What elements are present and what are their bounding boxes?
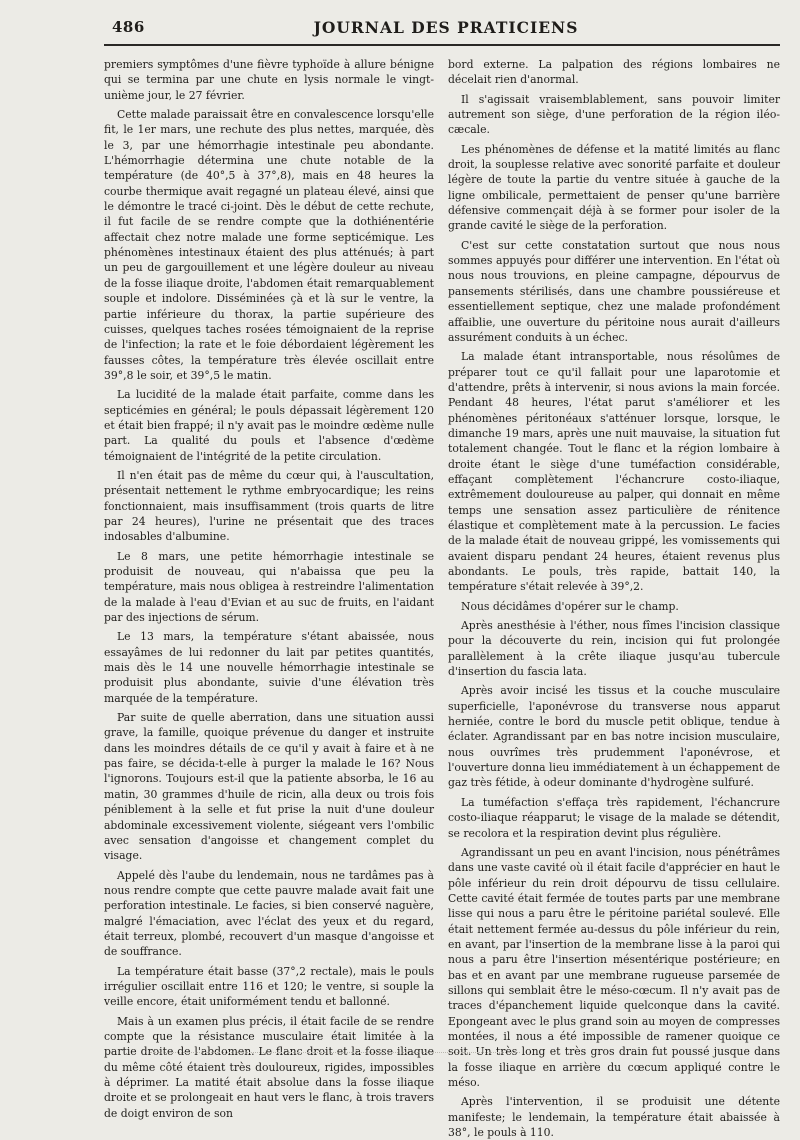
paragraph: Il n'en était pas de même du cœur qui, à l'auscultation, présentait nettement le rythme embryocardique; les reins fonctionnaient, mais insuffisamment (trois quarts de litre par 24 heures), l'urine ne présentait que des traces indosables d'albumine. <box>104 468 434 544</box>
paragraph: Le 13 mars, la température s'étant abaissée, nous essayâmes de lui redonner du lait par petites quantités, mais dès le 14 une nouvelle hémorrhagie intestinale se produisit plus abondante, suivie d'une élévation très marquée de la température. <box>104 630 434 705</box>
paragraph: La lucidité de la malade était parfaite, comme dans les septicémies en général; le pouls dépassait légèrement 120 et était bien frappé; il n'y avait pas le moindre œdème nulle part. La qualité du pouls et l'absence d'œdème témoignaient de l'intégrité de la petite circulation. <box>104 388 434 463</box>
paragraph: La température était basse (37°,2 rectale), mais le pouls irrégulier oscillait entre 116 et 120; le ventre, si souple la veille encore, était uniformément tendu et ballonné. <box>104 964 434 1009</box>
footer-bleedthrough <box>150 1052 520 1053</box>
right-column <box>448 57 780 1140</box>
header-rule <box>104 44 780 46</box>
paragraph: Agrandissant un peu en avant l'incision, nous pénétrâmes dans une vaste cavité où il était facile d'apprécier en haut le pôle inférieur du rein droit dépourvu de tissu cellulaire. Cette cavité était fermée de toutes parts par une membrane lisse qui nous a paru être le péritoine pariétal soulevé. Elle était nettement fermée au-dessus du pôle inférieur du rein, en avant, par l'insertion de la membrane lisse à la paroi qui nous a paru être l'insertion mésentérique postérieure; en bas et en avant par une membrane rugueuse parsemée de sillons qui semblait être le méso-cœcum. Il n'y avait pas de traces d'épanchement liquide quelconque dans la cavité. Epongeant avec le plus grand soin au moyen de compresses montées, il nous a été impossible de ramener quoique ce soit. Un très long et très gros drain fut poussé jusque dans la fosse iliaque en arrière du cœcum appliqué contre le méso. <box>448 845 780 1089</box>
paragraph: C'est sur cette constatation surtout que nous nous sommes appuyés pour différer une intervention. En l'état où nous nous trouvions, en pleine campagne, dépourvus de pansements stérilisés, dans une chambre poussiéreuse et essentiellement septique, chez une malade profondément affaiblie, une ouverture du péritoine nous aurait d'ailleurs assurément conduits à un échec. <box>448 238 780 344</box>
paragraph: Après avoir incisé les tissus et la couche musculaire superficielle, l'aponévrose du transverse nous apparut herniée, contre le bord du muscle petit oblique, tendue à éclater. Agrandissant par en bas notre incision musculaire, nous ouvrîmes très prudemment l'aponévrose, et l'ouverture donna lieu immédiatement à un échappement de gaz très fétide, à odeur dominante d'hydrogène sulfuré. <box>448 684 780 790</box>
paragraph: Il s'agissait vraisemblablement, sans pouvoir limiter autrement son siège, d'une perforation de la région iléo-cæcale. <box>448 92 780 137</box>
paragraph: Cette malade paraissait être en convalescence lorsqu'elle fit, le 1er mars, une rechute des plus nettes, marquée, dès le 3, par une hémorrhagie intestinale peu abondante. L'hémorrhagie détermina une chute notable de la température (de 40°,5 à 37°,8), mais en 48 heures la courbe thermique avait regagné un plateau élevé, ainsi que le démontre le tracé ci-joint. Dès le début de cette rechute, il fut facile de se rendre compte que la dothiénentérie affectait chez notre malade une forme septicémique. Les phénomènes intestinaux étaient des plus atténués; à part un peu de gargouillement et une légère douleur au niveau de la fosse iliaque droite, l'abdomen était remarquablement souple et indolore. Disséminées çà et là sur le ventre, la partie inférieure du thorax, la partie supérieure des cuisses, quelques taches rosées témoignaient de la reprise de l'infection; la rate et le foie débordaient légèrement les fausses côtes, la température très élevée oscillait entre 39°,8 le soir, et 39°,5 le matin. <box>104 108 434 382</box>
paragraph: Appelé dès l'aube du lendemain, nous ne tardâmes pas à nous rendre compte que cette pauvre malade avait fait une perforation intestinale. Le facies, si bien conservé naguère, malgré l'émaciation, avec l'éclat des yeux et du regard, était terreux, plombé, recouvert d'un masque d'angoisse et de souffrance. <box>104 868 434 959</box>
paragraph: Après l'intervention, il se produisit une détente manifeste; le lendemain, la température était abaissée à 38°, le pouls à 110. <box>448 1095 780 1140</box>
paragraph: Mais à un examen plus précis, il était facile de se rendre compte que la résistance musculaire était limitée à la partie droite de l'abdomen. Le flanc droit et la fosse iliaque du même côté étaient très douloureux, rigides, impossibles à déprimer. La matité était absolue dans la fosse iliaque droite et se prolongeait en haut vers le flanc, à trois travers de doigt environ de son <box>104 1014 434 1120</box>
paragraph: Après anesthésie à l'éther, nous fîmes l'incision classique pour la découverte du rein, incision qui fut prolongée parallèlement à la crête iliaque jusqu'au tubercule d'insertion du fascia lata. <box>448 619 780 679</box>
paragraph: La tuméfaction s'effaça très rapidement, l'échancrure costo-iliaque réapparut; le visage de la malade se détendit, se recolora et la respiration devint plus régulière. <box>448 795 780 840</box>
journal-title: JOURNAL DES PRATICIENS <box>313 18 579 37</box>
page-header <box>112 16 780 44</box>
paragraph: Les phénomènes de défense et la matité limités au flanc droit, la souplesse relative avec sonorité parfaite et douleur légère de toute la partie du ventre située à gauche de la ligne ombilicale, permettaient de penser qu'une barrière défensive commençait déjà à se former pour isoler de la grande cavité le siège de la perforation. <box>448 142 780 233</box>
paragraph: Nous décidâmes d'opérer sur le champ. <box>461 599 679 613</box>
paragraph: Par suite de quelle aberration, dans une situation aussi grave, la famille, quoique prévenue du danger et instruite dans les moindres détails de ce qu'il y avait à faire et à ne pas faire, se décida-t-elle à purger la malade le 16? Nous l'ignorons. Toujours est-il que la patiente absorba, le 16 au matin, 30 grammes d'huile de ricin, alla deux ou trois fois péniblement à la selle et fut prise la nuit d'une douleur abdominale excessivement violente, siégeant vers l'ombilic avec sensation d'angoisse et changement complet du visage. <box>104 711 434 863</box>
paragraph: bord externe. La palpation des régions lombaires ne décelait rien d'anormal. <box>448 58 780 87</box>
paragraph: La malade étant intransportable, nous résolûmes de préparer tout ce qu'il fallait pour une laparotomie et d'attendre, prêts à intervenir, si nous avions la main forcée. Pendant 48 heures, l'état parut s'améliorer et les phénomènes péritonéaux s'atténuer lorsque, lorsque, le dimanche 19 mars, après une nuit mauvaise, la situation fut totalement changée. Tout le flanc et la région lombaire à droite étant le siège d'une tuméfaction considérable, effaçant complètement l'échancrure costo-iliaque, extrêmement douloureuse au palper, qui donnait en même temps une sensation assez particulière de rénitence élastique et complètement mate à la percussion. Le facies de la malade était de nouveau grippé, les vomissements qui avaient disparu pendant 24 heures, étaient revenus plus abondants. Le pouls, très rapide, battait 140, la température s'était relevée à 39°,2. <box>448 350 780 594</box>
paragraph: Le 8 mars, une petite hémorrhagie intestinale se produisit de nouveau, qui n'abaissa que peu la température, mais nous obligea à restreindre l'alimentation de la malade à l'eau d'Evian et au suc de fruits, en l'aidant par des injections de sérum. <box>104 549 434 625</box>
paragraph: premiers symptômes d'une fièvre typhoïde à allure bénigne qui se termina par une chute en lysis normale le vingt-unième jour, le 27 février. <box>104 58 434 102</box>
page-number: 486 <box>112 18 145 36</box>
left-column <box>104 57 434 1121</box>
